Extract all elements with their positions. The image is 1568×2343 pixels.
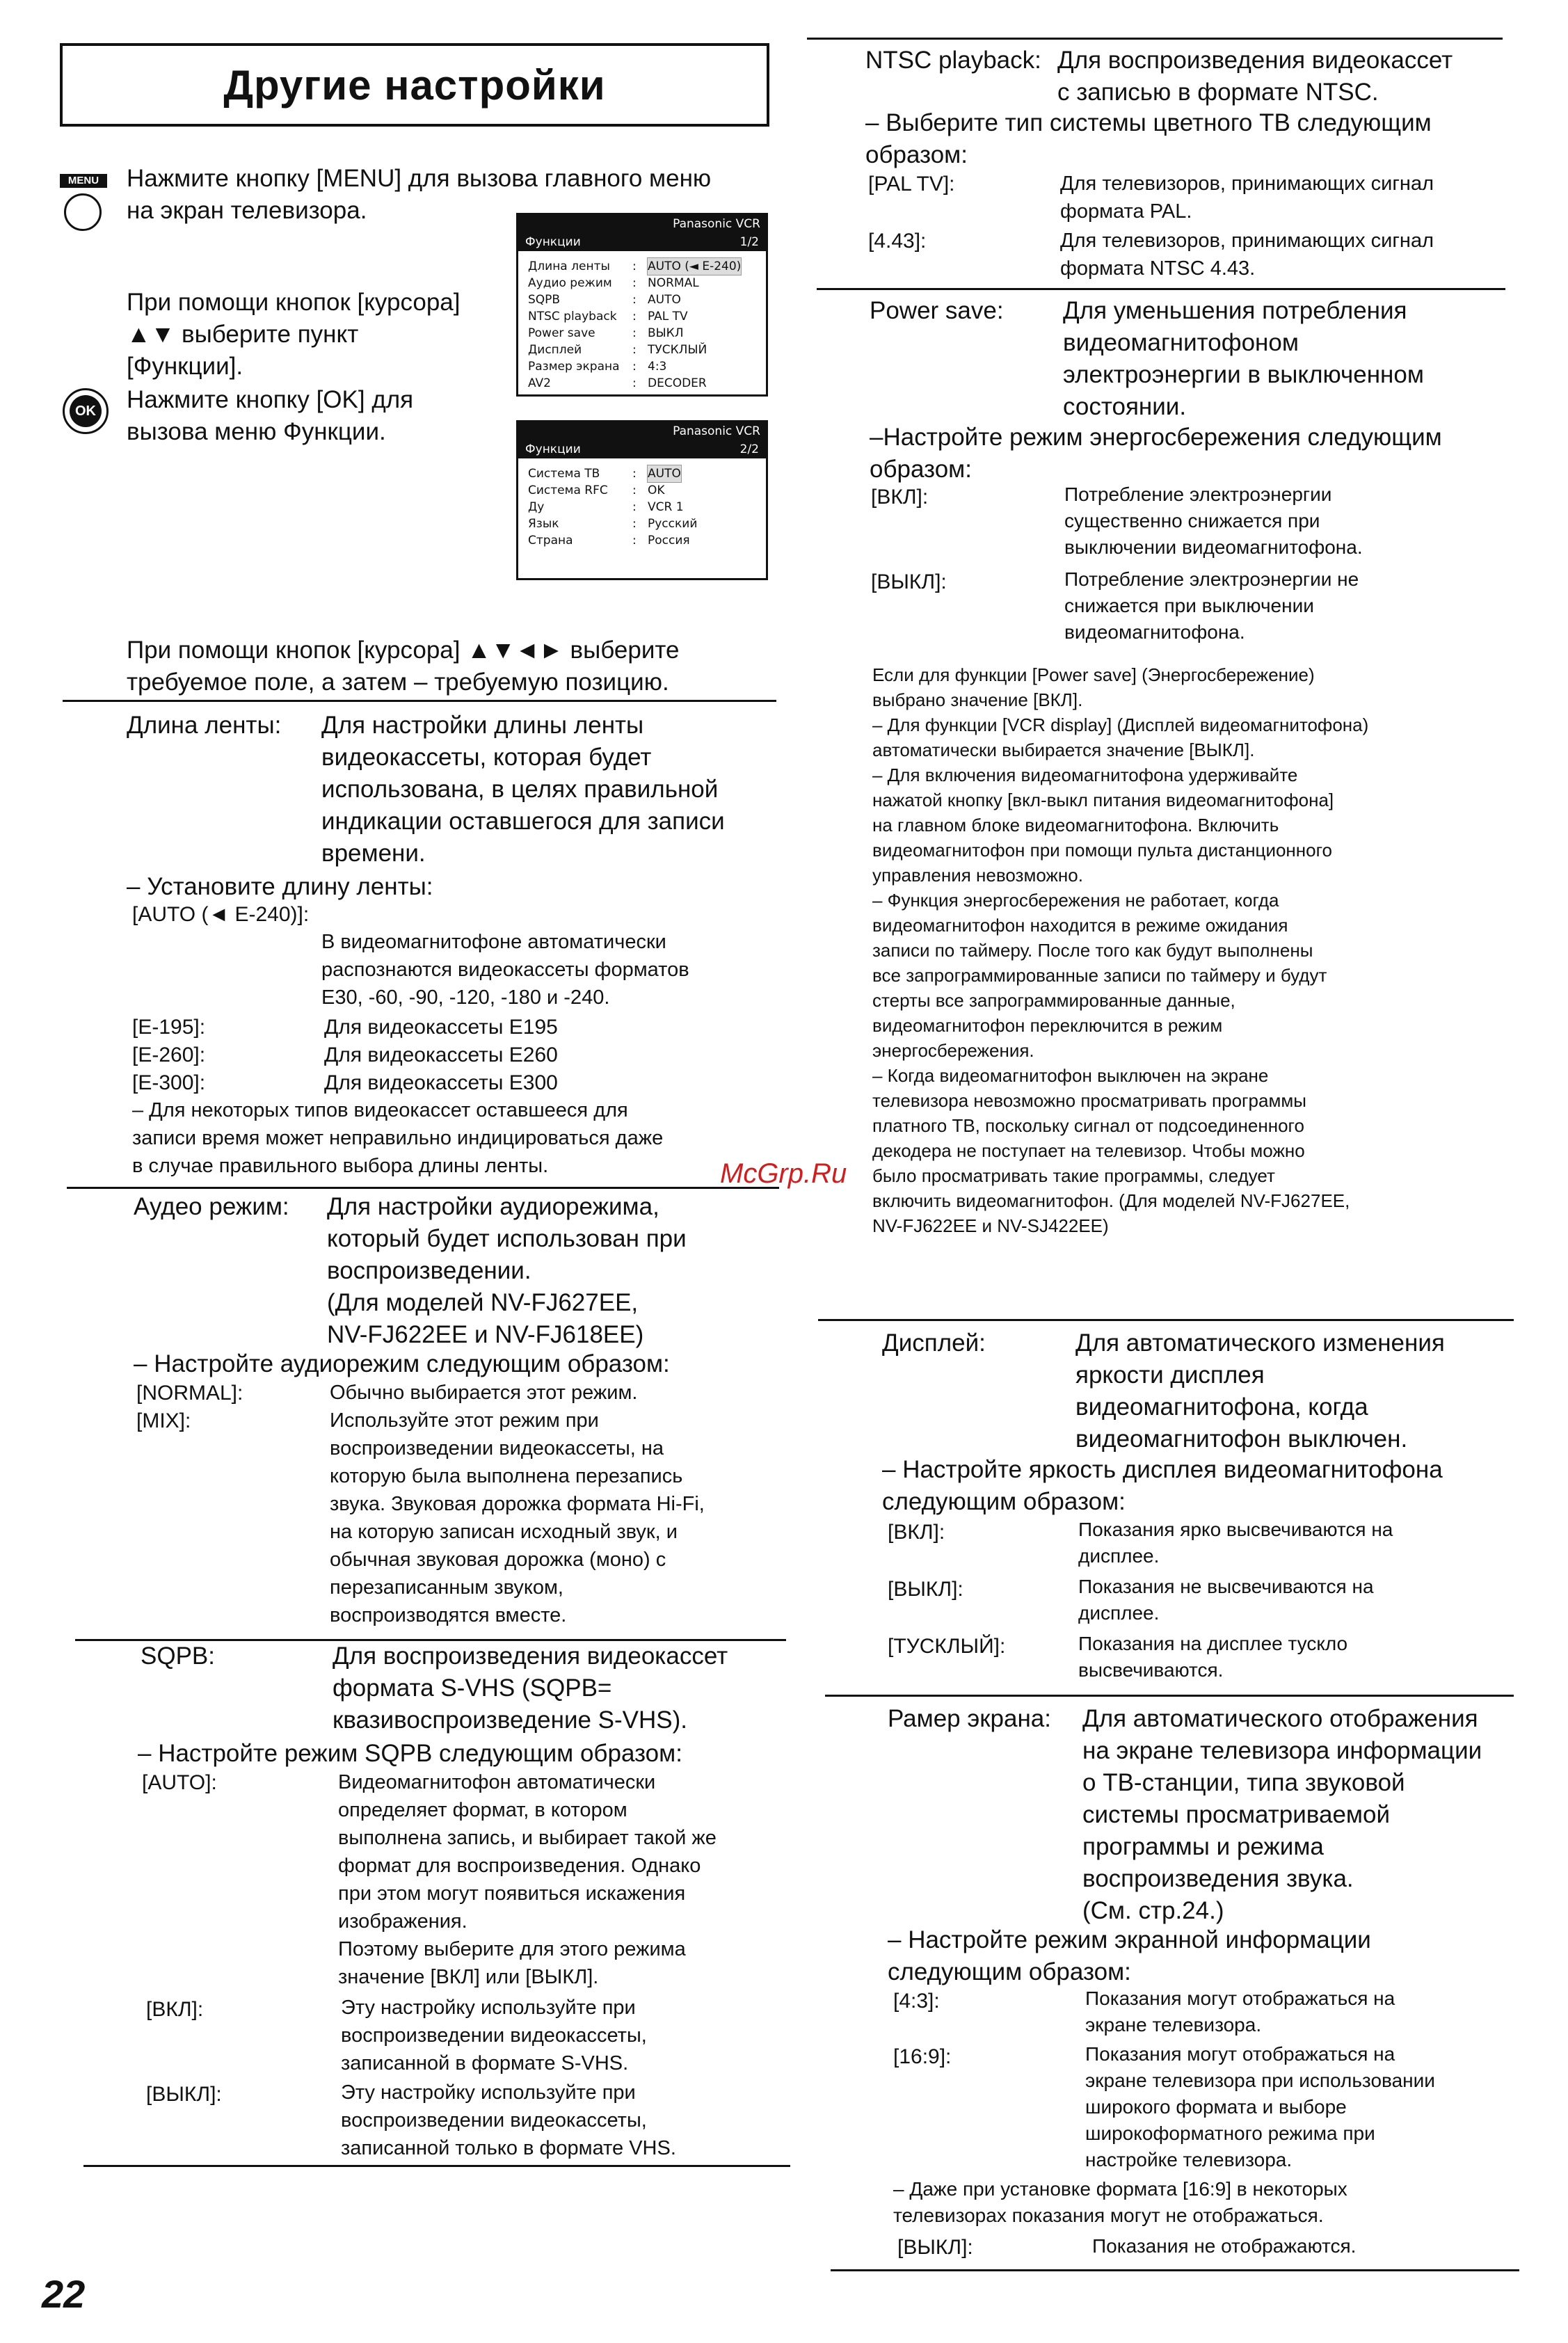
divider — [807, 38, 1503, 40]
sqpb-desc: Для воспроизведения видеокассет формата S-VHS (SQPB= квазивоспроизведение S-VHS). — [333, 1642, 728, 1734]
tape-instruction: – Установите длину ленты: — [127, 873, 433, 900]
screen1-row: Дисплей : ТУСКЛЫЙ — [528, 343, 707, 357]
screen1-row: NTSC playback : PAL TV — [528, 310, 688, 323]
power-desc: Для уменьшения потребления видеомагнитофоном электроэнергии в выключенном состоянии. — [1063, 297, 1424, 420]
screen2-menu-title: Функции — [525, 442, 581, 456]
intro-step2: При помощи кнопок [курсора] ▲▼ выберите пункт [Функции]. — [127, 289, 461, 380]
display-dim-key: [ТУСКЛЫЙ]: — [888, 1635, 1006, 1658]
intro-step4: При помощи кнопок [курсора] ▲▼◄► выберите требуемое поле, а затем – требуемую позицию. — [127, 637, 680, 696]
tape-opt-val: Для видеокассеты E195 — [324, 1016, 558, 1039]
screen1-row: SQPB : AUTO — [528, 293, 681, 307]
sqpb-instruction: – Настройте режим SQPB следующим образом: — [138, 1740, 682, 1767]
sqpb-label: SQPB: — [141, 1642, 215, 1670]
screen1-row: Длина ленты : AUTO (◄ E-240) — [528, 259, 742, 273]
power-instruction: –Настройте режим энергосбережения следующим образом: — [870, 424, 1442, 483]
divider — [817, 288, 1505, 290]
power-off-key: [ВЫКЛ]: — [871, 570, 947, 593]
screen1-row: AV2 : DECODER — [528, 376, 707, 390]
page-number: 22 — [42, 2272, 86, 2316]
ntsc-pal-val: Для телевизоров, принимающих сигнал формата PAL. — [1060, 173, 1434, 223]
audio-normal-key: [NORMAL]: — [136, 1382, 243, 1405]
tape-opt-val: Для видеокассеты E260 — [324, 1043, 558, 1066]
audio-label: Аудео режим: — [134, 1193, 289, 1220]
title-box — [60, 43, 769, 127]
sqpb-auto-key: [AUTO]: — [142, 1771, 217, 1794]
intro-step1: Нажмите кнопку [MENU] для вызова главного меню на экран телевизора. — [127, 165, 712, 224]
display-dim-val: Показания на дисплее тускло высвечиваются. — [1078, 1633, 1348, 1681]
screen1-row: Размер экрана : 4:3 — [528, 360, 667, 374]
screen1-row: Аудио режим : NORMAL — [528, 276, 699, 290]
screen1-row: Power save : ВЫКЛ — [528, 326, 684, 340]
sqpb-off-key: [ВЫКЛ]: — [146, 2083, 222, 2106]
screen1-menu-title: Функции — [525, 235, 581, 249]
tape-desc: Для настройки длины ленты видеокассеты, которая будет использована, в целях правильной индикации оставшегося для записи времени. — [321, 712, 725, 867]
divider — [67, 1187, 779, 1189]
menu-button-icon: MENU — [60, 174, 107, 188]
display-on-key: [ВКЛ]: — [888, 1521, 945, 1544]
tape-opt-key: [E-300]: — [132, 1071, 206, 1094]
screen2-row: Язык : Русский — [528, 517, 698, 531]
power-label: Power save: — [870, 297, 1004, 324]
screen-size-169-val: Показания могут отображаться на экране телевизора при использовании широкого формата и выборе широкоформатного режима при настройке телевизора. — [1085, 2043, 1435, 2170]
sqpb-on-val: Эту настройку используйте при воспроизведении видеокассеты, записанной в формате S-VHS. — [341, 1997, 647, 2074]
ok-button-icon: OK — [63, 388, 109, 434]
screen2-row: Ду : VCR 1 — [528, 500, 684, 514]
tape-auto-val: В видеомагнитофоне автоматически распознаются видеокассеты форматов E30, -60, -90, -120, -180 и -240. — [321, 931, 689, 1009]
tape-opt-key: [E-195]: — [132, 1016, 206, 1039]
display-off-val: Показания не высвечиваются на дисплее. — [1078, 1576, 1374, 1624]
screen2-row: Страна : Россия — [528, 534, 690, 547]
screen2-page: 2/2 — [739, 442, 759, 456]
tape-opt-val: Для видеокассеты E300 — [324, 1071, 558, 1094]
audio-instruction: – Настройте аудиорежим следующим образом: — [134, 1350, 670, 1377]
screen-size-43-val: Показания могут отображаться на экране телевизора. — [1085, 1988, 1395, 2036]
ntsc-pal-key: [PAL TV]: — [868, 173, 955, 195]
screen1-page: 1/2 — [739, 235, 759, 249]
divider — [818, 1319, 1514, 1321]
power-on-key: [ВКЛ]: — [871, 486, 929, 509]
screen-size-169-key: [16:9]: — [893, 2045, 952, 2068]
audio-mix-val: Используйте этот режим при воспроизведении видеокассеты, на которую была выполнена перезапись звука. Звуковая дорожка формата Hi-Fi, на которую записан исходный звук, и обычная звуковая дорожка (моно) с перезаписанным звуком, воспроизводятся вместе. — [330, 1409, 705, 1626]
divider — [831, 2269, 1519, 2271]
tape-label: Длина ленты: — [127, 712, 282, 739]
tape-note: – Для некоторых типов видеокассет оставшееся для записи время может неправильно индицироваться даже в случае правильного выбора длины ленты. — [132, 1099, 664, 1177]
ntsc-label: NTSC playback: — [865, 47, 1041, 74]
divider — [83, 2165, 790, 2167]
screen2-header — [518, 440, 766, 458]
divider — [825, 1695, 1514, 1697]
tape-opt-key: [E-260]: — [132, 1043, 206, 1066]
ntsc-443-val: Для телевизоров, принимающих сигнал формата NTSC 4.43. — [1060, 230, 1434, 280]
display-desc: Для автоматического изменения яркости дисплея видеомагнитофона, когда видеомагнитофон выключен. — [1075, 1329, 1445, 1453]
sqpb-on-key: [ВКЛ]: — [146, 1998, 204, 2021]
menu-circle-icon — [64, 193, 102, 231]
power-off-val: Потребление электроэнергии не снижается при выключении видеомагнитофона. — [1064, 568, 1359, 643]
display-off-key: [ВЫКЛ]: — [888, 1578, 963, 1601]
screen2-row: Система ТВ : AUTO — [528, 467, 681, 481]
intro-step3: Нажмите кнопку [OK] для вызова меню Функции. — [127, 386, 414, 445]
screen-size-off-val: Показания не отображаются. — [1092, 2235, 1357, 2257]
power-notes: Если для функции [Power save] (Энергосбережение) выбрано значение [ВКЛ]. – Для функции [VCR display] (Дисплей видеомагнитофона) автоматически выбирается значение [ВЫКЛ]. – Для включения видеомагнитофона удерживайте нажатой кнопку [вкл-выкл питания видеомагнитофона] на главном блоке видеомагнитофона. Включить видеомагнитофон при помощи пульта дистанционного управления невозможно. – Функция энергосбережения не работает, когда видеомагнитофон находится в режиме ожидания записи по таймеру. После того как будут выполнены все запрограммированные записи по таймеру и будут стерты все запрограммированные данные, видеомагнитофон переключится в режим энергосбережения. – Когда видеомагнитофон выключен на экране телевизора невозможно просматривать программы платного ТВ, поскольку сигнал от подсоединенного декодера не поступает на телевизор. Чтобы можно было просматривать такие программы, следует включить видеомагнитофон. (Для моделей NV-FJ627EE, NV-FJ622EE и NV-SJ422EE) — [872, 664, 1369, 1236]
menu-screen-2 — [516, 420, 768, 580]
page-title: Другие настройки — [223, 61, 606, 109]
ntsc-instruction: – Выберите тип системы цветного ТВ следующим образом: — [865, 109, 1432, 168]
screen-size-instruction: – Настройте режим экранной информации следующим образом: — [888, 1926, 1371, 1985]
screen2-row: Система RFC : OK — [528, 483, 665, 497]
screen-size-off-key: [ВЫКЛ]: — [897, 2236, 973, 2259]
screen-size-desc: Для автоматического отображения на экране телевизора информации о ТВ-станции, типа звуковой системы просматриваемой программы и режима воспроизведения звука. (См. стр.24.) — [1082, 1705, 1482, 1924]
screen2-brand: Panasonic VCR — [518, 422, 766, 440]
audio-desc: Для настройки аудиорежима, который будет использован при воспроизведении. (Для моделей NV-FJ627EE, NV-FJ622EE и NV-FJ618EE) — [327, 1193, 687, 1348]
display-on-val: Показания ярко высвечиваются на дисплее. — [1078, 1519, 1393, 1567]
power-on-val: Потребление электроэнергии существенно снижается при выключении видеомагнитофона. — [1064, 483, 1363, 558]
screen-size-43-key: [4:3]: — [893, 1990, 940, 2013]
display-instruction: – Настройте яркость дисплея видеомагнитофона следующим образом: — [882, 1456, 1443, 1515]
sqpb-auto-val: Видеомагнитофон автоматически определяет формат, в котором выполнена запись, и выбирает такой же формат для воспроизведения. Однако при этом могут появиться искажения изображения. Поэтому выберите для этого режима значение [ВКЛ] или [ВЫКЛ]. — [338, 1771, 717, 1988]
sqpb-off-val: Эту настройку используйте при воспроизведении видеокассеты, записанной только в формате VHS. — [341, 2081, 676, 2159]
ntsc-desc: Для воспроизведения видеокассет с записью в формате NTSC. — [1057, 47, 1453, 106]
screen1-header — [518, 233, 766, 251]
display-label: Дисплей: — [882, 1329, 986, 1357]
tape-auto-key: [AUTO (◄ E-240)]: — [132, 903, 310, 926]
audio-mix-key: [MIX]: — [136, 1409, 191, 1432]
screen-size-label: Рамер экрана: — [888, 1705, 1051, 1732]
ntsc-443-key: [4.43]: — [868, 230, 927, 253]
divider — [63, 700, 776, 702]
watermark: McGrp.Ru — [720, 1158, 847, 1189]
screen1-brand: Panasonic VCR — [518, 215, 766, 233]
menu-screen-1 — [516, 213, 768, 397]
screen-size-note: – Даже при установке формата [16:9] в некоторых телевизорах показания могут не отображаться. — [893, 2178, 1347, 2226]
audio-normal-val: Обычно выбирается этот режим. — [330, 1382, 638, 1404]
